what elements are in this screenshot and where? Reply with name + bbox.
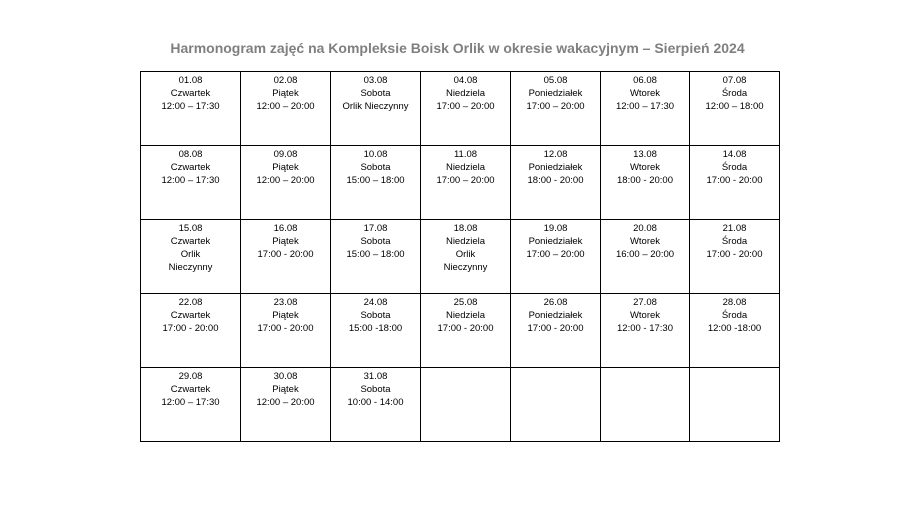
day-name: Niedziela [445,88,486,99]
day-name: Środa [721,88,748,99]
day-hours: 15:00 – 18:00 [346,249,405,260]
day-date: 09.08 [273,149,298,160]
day-cell [421,294,511,368]
day-name: Poniedziałek [528,88,583,99]
day-date: 17.08 [363,223,388,234]
day-cell [241,72,331,146]
day-cell [511,72,601,146]
day-cell [690,294,780,368]
day-cell [601,294,690,368]
day-hours: 12:00 – 17:30 [615,101,675,112]
day-cell [241,220,331,294]
day-hours: 12:00 – 20:00 [256,397,315,408]
day-date: 13.08 [633,149,657,160]
day-date: 21.08 [722,223,747,234]
day-date: 25.08 [453,297,478,308]
day-cell [141,72,241,146]
day-hours: 17:00 – 20:00 [526,249,585,260]
day-name: Poniedziałek [528,162,583,173]
day-cell [690,72,780,146]
day-name: Środa [721,310,748,321]
day-date: 10.08 [363,149,388,160]
schedule-body [141,72,780,442]
day-name: Sobota [360,310,391,321]
day-name: Poniedziałek [528,310,583,321]
day-cell [421,72,511,146]
day-date: 26.08 [543,297,568,308]
day-cell [421,220,511,294]
day-name: Czwartek [170,88,211,99]
day-hours: Nieczynny [168,262,213,273]
day-cell [241,146,331,220]
day-hours: 17:00 – 20:00 [436,101,495,112]
day-cell [141,146,241,220]
day-date: 23.08 [273,297,298,308]
day-date: 29.08 [178,371,203,382]
day-date: 18.08 [453,223,478,234]
day-cell [331,72,421,146]
day-date: 11.08 [453,149,478,160]
day-hours: Orlik Nieczynny [342,101,409,112]
day-name: Środa [721,162,748,173]
day-hours: Orlik [180,249,201,260]
day-cell [141,220,241,294]
day-cell [511,146,601,220]
day-hours: 12:00 – 17:30 [161,175,220,186]
table-row [141,220,780,294]
day-cell [331,368,421,442]
day-date: 12.08 [543,149,568,160]
day-hours: 17:00 – 20:00 [436,175,495,186]
day-date: 04.08 [453,75,478,86]
day-hours: 17:00 - 20:00 [706,249,763,260]
day-hours: 16:00 – 20:00 [615,249,675,260]
day-name: Sobota [360,88,391,99]
day-date: 31.08 [363,371,388,382]
day-name: Niedziela [445,310,486,321]
schedule-table [140,71,780,442]
day-hours: 12:00 – 20:00 [256,175,315,186]
day-date: 08.08 [178,149,203,160]
day-hours: 12:00 – 17:30 [161,397,220,408]
day-hours: 17:00 - 20:00 [162,323,219,334]
day-name: Sobota [360,236,391,247]
day-hours: 17:00 - 20:00 [257,249,314,260]
day-name: Piątek [272,310,299,321]
day-name: Poniedziałek [528,236,583,247]
day-name: Wtorek [629,236,661,247]
day-date: 24.08 [363,297,388,308]
day-name: Niedziela [445,236,486,247]
day-cell [511,368,601,442]
day-cell [241,294,331,368]
day-date: 16.08 [273,223,298,234]
day-name: Sobota [360,384,391,395]
day-date: 28.08 [722,297,747,308]
day-hours: Nieczynny [443,262,488,273]
day-cell [141,368,241,442]
day-hours: 10:00 - 14:00 [347,397,404,408]
table-row [141,368,780,442]
day-hours: 17:00 - 20:00 [706,175,763,186]
day-hours: 12:00 - 17:30 [617,323,673,334]
day-name: Niedziela [445,162,486,173]
day-cell [601,146,690,220]
day-cell [511,220,601,294]
day-name: Czwartek [170,162,211,173]
day-cell [421,368,511,442]
day-date: 27.08 [633,297,657,308]
day-hours: 18:00 - 20:00 [527,175,584,186]
day-name: Czwartek [170,310,211,321]
day-cell [601,368,690,442]
day-cell [421,146,511,220]
day-cell [601,72,690,146]
day-date: 06.08 [633,75,657,86]
day-name: Piątek [272,236,299,247]
table-row [141,146,780,220]
day-hours: 12:00 – 18:00 [705,101,764,112]
day-cell [690,368,780,442]
day-date: 02.08 [273,75,298,86]
day-hours: 15:00 – 18:00 [346,175,405,186]
day-cell [511,294,601,368]
day-name: Piątek [272,384,299,395]
day-name: Czwartek [170,384,211,395]
day-cell [331,146,421,220]
day-date: 20.08 [633,223,657,234]
day-date: 14.08 [722,149,747,160]
day-cell [601,220,690,294]
day-name: Środa [721,236,748,247]
day-cell [331,294,421,368]
page-title: Harmonogram zajęć na Kompleksie Boisk Orlik w okresie wakacyjnym – Sierpień 2024 [170,40,745,56]
day-hours: 17:00 – 20:00 [526,101,585,112]
table-row [141,72,780,146]
day-date: 07.08 [722,75,747,86]
day-cell [690,220,780,294]
day-date: 03.08 [363,75,388,86]
day-date: 05.08 [543,75,568,86]
table-row [141,294,780,368]
day-hours: 17:00 - 20:00 [257,323,314,334]
day-hours: 18:00 - 20:00 [617,175,673,186]
day-cell [331,220,421,294]
day-hours: 12:00 – 20:00 [256,101,315,112]
day-name: Wtorek [629,162,661,173]
day-name: Piątek [272,162,299,173]
day-date: 30.08 [273,371,298,382]
day-hours: Orlik [455,249,476,260]
day-name: Wtorek [629,88,661,99]
day-name: Czwartek [170,236,211,247]
day-date: 19.08 [543,223,568,234]
day-hours: 17:00 - 20:00 [527,323,584,334]
day-hours: 12:00 – 17:30 [161,101,220,112]
day-hours: 17:00 - 20:00 [437,323,494,334]
day-cell [690,146,780,220]
day-hours: 12:00 -18:00 [707,323,762,334]
day-cell [141,294,241,368]
day-name: Piątek [272,88,299,99]
day-hours: 15:00 -18:00 [348,323,403,334]
day-date: 22.08 [178,297,203,308]
day-cell [241,368,331,442]
day-name: Wtorek [629,310,661,321]
day-date: 01.08 [178,75,203,86]
day-date: 15.08 [178,223,203,234]
day-name: Sobota [360,162,391,173]
